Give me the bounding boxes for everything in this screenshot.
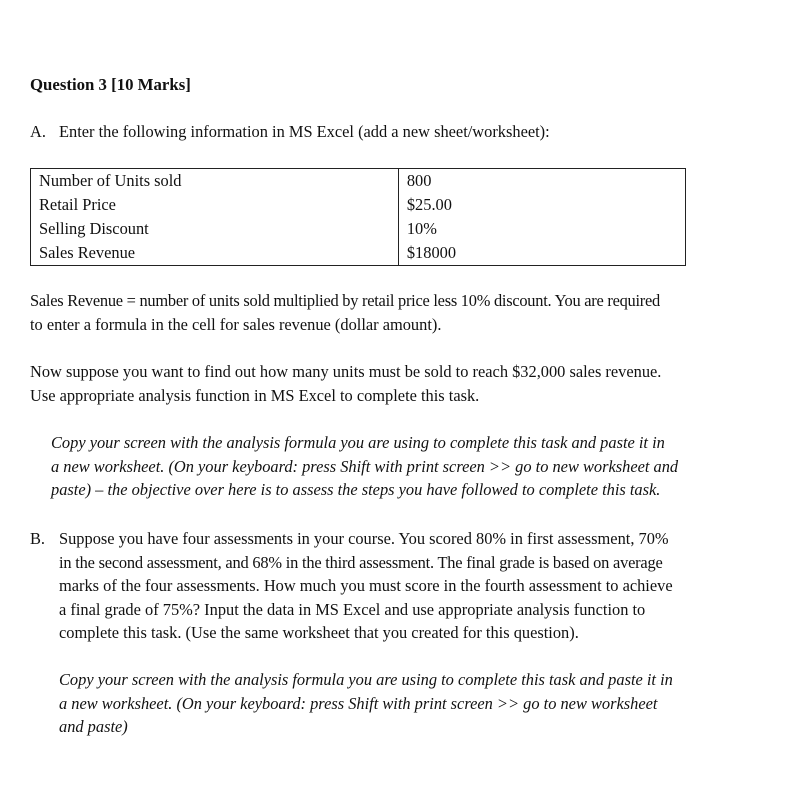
- copy-line: Copy your screen with the analysis formula you are using to complete this task and paste it in: [51, 433, 665, 452]
- part-b-paragraph: [59, 527, 769, 645]
- part-b-line: marks of the four assessments. How much you must score in the fourth assessment to achieve: [59, 576, 673, 595]
- goal-line: Use appropriate analysis function in MS Excel to complete this task.: [30, 385, 480, 405]
- table-row: [31, 241, 686, 266]
- row-label: Retail Price: [31, 193, 399, 217]
- formula-note-line: to enter a formula in the cell for sales revenue (dollar amount).: [30, 314, 442, 334]
- table-row: [31, 217, 686, 241]
- row-value: 800: [398, 169, 685, 194]
- table-row: [31, 193, 686, 217]
- copy-line: a new worksheet. (On your keyboard: press Shift with print screen >> go to new worksheet: [59, 693, 658, 713]
- copy-line: paste) – the objective over here is to assess the steps you have followed to complete this task.: [51, 480, 661, 499]
- row-label: Sales Revenue: [31, 241, 399, 266]
- data-table: [30, 168, 686, 266]
- row-value: 10%: [398, 217, 685, 241]
- part-b-line: Suppose you have four assessments in your course. You scored 80% in first assessment, 70%: [59, 529, 669, 548]
- part-a-copy-instruction: [51, 431, 771, 502]
- copy-line: Copy your screen with the analysis formula you are using to complete this task and paste it in: [59, 670, 673, 689]
- formula-note: [30, 289, 770, 336]
- question-title: Question 3 [10 Marks]: [30, 75, 191, 94]
- row-label: Selling Discount: [31, 217, 399, 241]
- part-a-instruction: Enter the following information in MS Excel (add a new sheet/worksheet):: [59, 122, 550, 141]
- part-b-marker: B.: [30, 529, 46, 548]
- row-value: $25.00: [398, 193, 685, 217]
- part-b-line: a final grade of 75%? Input the data in MS Excel and use appropriate analysis function to: [59, 599, 646, 619]
- part-b-line: complete this task. (Use the same worksheet that you created for this question).: [59, 623, 579, 642]
- copy-line: a new worksheet. (On your keyboard: press Shift with print screen >> go to new worksheet and: [51, 456, 679, 476]
- table-row: [31, 169, 686, 194]
- formula-note-line: Sales Revenue = number of units sold multiplied by retail price less 10% discount. You are required: [30, 291, 660, 310]
- part-a-marker: A.: [30, 122, 46, 141]
- row-label: Number of Units sold: [31, 169, 399, 194]
- goal-paragraph: [30, 360, 770, 407]
- row-value: $18000: [398, 241, 685, 266]
- goal-line: Now suppose you want to find out how many units must be sold to reach $32,000 sales revenue.: [30, 362, 662, 381]
- part-b-copy-instruction: [59, 668, 769, 739]
- part-b-line: in the second assessment, and 68% in the third assessment. The final grade is based on average: [59, 552, 663, 572]
- copy-line: and paste): [59, 717, 128, 736]
